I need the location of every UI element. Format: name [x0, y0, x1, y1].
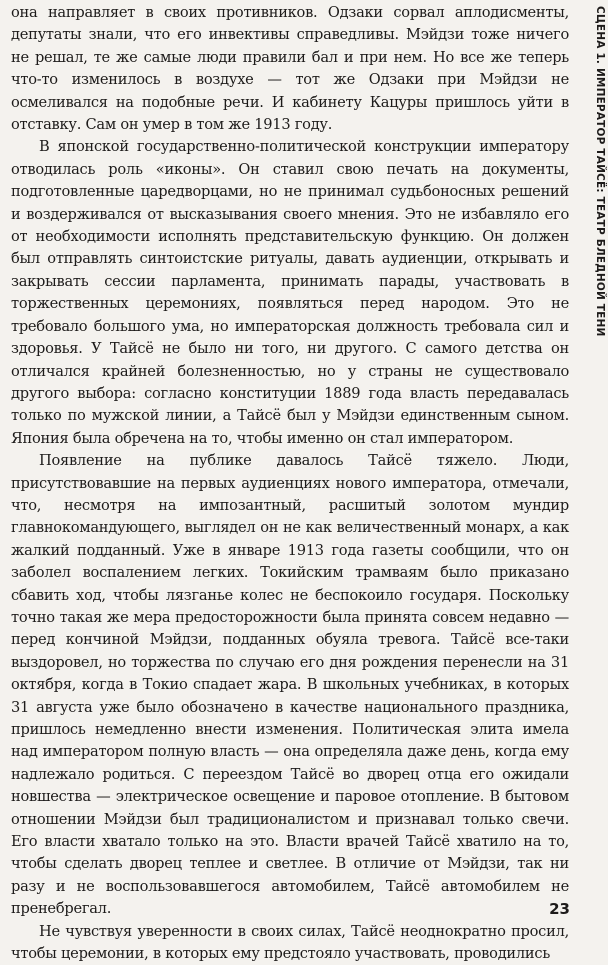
body-text — [11, 2, 569, 965]
paragraph-1: она направляет в своих противников. Одзаки сорвал аплодисменты, депутаты знали, что его инвективы справедливы. Мэйдзи тоже ничего не решал, те же самые люди правили бал и при нем. Но все же теперь что-то изменилось в воздухе — тот же Одзаки при Мэйдзи не осмеливался на подобные речи. И кабинету Кацуры пришлось уйти в отставку. Сам он умер в том же 1913 году. — [11, 4, 569, 134]
page-number: 23 — [549, 900, 570, 918]
paragraph-3: Появление на публике давалось Тайсё тяжело. Люди, присутствовавшие на первых аудиенциях нового императора, отмечали, что, несмотря на импозантный, расшитый золотом мундир главнокомандующего, выглядел он не как величественный монарх, а как жалкий подданный. Уже в январе 1913 года газеты сообщили, что он заболел воспалением легких. Токийским трамваям было приказано сбавить ход, чтобы лязганье колес не беспокоило государя. Поскольку точно такая же мера предосторожности была принята совсем недавно — перед кончиной Мэйдзи, подданных обуяла тревога. Тайсё все-таки выздоровел, но торжества по случаю его дня рождения перенесли на 31 октября, когда в Токио спадает жара. В школьных учебниках, в которых 31 августа уже было обозначено в качестве национального праздника, пришлось немедленно внести изменения. Политическая элита имела над императором полную власть — она определяла даже день, когда ему надлежало родиться. С переездом Тайсё во дворец отца его ожидали новшества — электрическое освещение и паровое отопление. В бытовом отношении Мэйдзи был традиционалистом и признавал только свечи. Его власти хватало только на это. Власти врачей Тайсё хватило на то, чтобы сделать дворец теплее и светлее. В отличие от Мэйдзи, так ни разу и не воспользовавшегося автомобилем, Тайсё автомобилем не пренебрегал. — [11, 452, 569, 918]
paragraph-4: Не чувствуя уверенности в своих силах, Тайсё неоднократно просил, чтобы церемонии, в которых ему предстояло участвовать, проводились — [11, 922, 569, 963]
running-head: СЦЕНА 1. ИМПЕРАТОР ТАЙСЁ: ТЕАТР БЛЕДНОЙ ТЕНИ — [594, 6, 606, 337]
paragraph-2: В японской государственно-политической конструкции императору отводилась роль «иконы». Он ставил свою печать на документы, подготовленные царедворцами, но не принимал судьбоносных решений и воздерживался от высказывания своего мнения. Это не избавляло его от необходимости исполнять представительскую функцию. Он должен был отправлять синтоистские ритуалы, давать аудиенции, открывать и закрывать сессии парламента, принимать парады, участвовать в торжественных церемониях, появляться перед народом. Это не требовало большого ума, но императорская должность требовала сил и здоровья. У Тайсё не было ни того, ни другого. С самого детства он отличался крайней болезненностью, но у страны не существовало другого выбора: согласно конституции 1889 года власть передавалась только по мужской линии, а Тайсё был у Мэйдзи единственным сыном. Япония была обречена на то, чтобы именно он стал императором. — [11, 138, 569, 447]
